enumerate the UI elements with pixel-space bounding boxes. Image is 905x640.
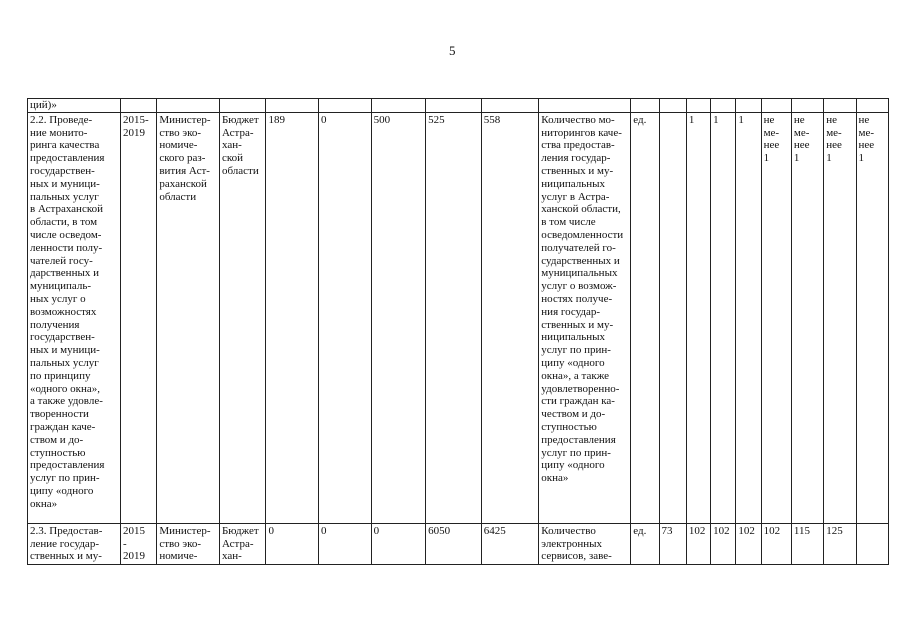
funding-cell: 525 <box>426 112 482 523</box>
table-row-continued <box>28 99 889 113</box>
funding-cell: 500 <box>371 112 426 523</box>
program-table <box>27 98 889 565</box>
table-row-2-2 <box>28 112 889 523</box>
indicator-value-cell: 1 <box>736 112 761 523</box>
indicator-value-cell: не ме- нее 1 <box>791 112 823 523</box>
indicator-value-cell: 102 <box>736 523 761 564</box>
unit-cell: ед. <box>631 112 659 523</box>
page-number: 5 <box>449 43 456 58</box>
funding-cell: 0 <box>371 523 426 564</box>
years-cell: 2015- 2019 <box>120 112 156 523</box>
indicator-cell: Количество мо- ниторингов каче- ства предостав- ления государ- ственных и му- ниципальных услуг в Астра- ханской области, в том числе осведомленности получателей го- сударственных и муниципальных услуг о возмож- ностях получе- ния государ- ственных и му- ниципальных услуг по прин- ципу «одного окна», а также удовлетвореннo- сти граждан ка- чеством и до- ступностью предоставления услуг по прин- ципу «одного окна» <box>539 112 631 523</box>
executor-cell: Министер- ство эко- номиче- <box>157 523 220 564</box>
funding-cell: 558 <box>481 112 539 523</box>
indicator-value-cell: 1 <box>686 112 710 523</box>
indicator-value-cell <box>856 523 888 564</box>
indicator-value-cell: 102 <box>761 523 791 564</box>
indicator-value-cell <box>659 112 686 523</box>
funding-source-cell: Бюджет Астра- хан- <box>219 523 265 564</box>
funding-cell: 0 <box>319 112 372 523</box>
indicator-value-cell: не ме- нее 1 <box>856 112 888 523</box>
funding-source-cell: Бюджет Астра- хан- ской области <box>219 112 265 523</box>
years-cell: 2015 - 2019 <box>120 523 156 564</box>
indicator-value-cell: 125 <box>824 523 856 564</box>
indicator-value-cell: 1 <box>711 112 736 523</box>
indicator-value-cell: 102 <box>711 523 736 564</box>
funding-cell: 6425 <box>481 523 539 564</box>
funding-cell: 0 <box>319 523 372 564</box>
funding-cell: 0 <box>266 523 319 564</box>
funding-cell: 6050 <box>426 523 482 564</box>
table-row-2-3 <box>28 523 889 564</box>
indicator-value-cell: 115 <box>791 523 823 564</box>
indicator-value-cell: не ме- нее 1 <box>761 112 791 523</box>
indicator-value-cell: 102 <box>686 523 710 564</box>
funding-cell: 189 <box>266 112 319 523</box>
measure-name-cell: 2.2. Проведе- ние монито- ринга качества предоставления государствен- ных и муници- пальных услуг в Астраханской области, в том числе осведом- ленности полу- чателей госу- дарственных и муниципаль- ных услуг о возможностях получения государствен- ных и муници- пальных услуг по принципу «одного окна», а также удовле- творенности граждан каче- ством и до- ступностью предоставления услуг по прин- ципу «одного окна» <box>28 112 121 523</box>
indicator-cell: Количество электронных сервисов, заве- <box>539 523 631 564</box>
continued-text-cell: ций)» <box>28 99 121 113</box>
unit-cell: ед. <box>631 523 659 564</box>
indicator-value-cell: не ме- нее 1 <box>824 112 856 523</box>
measure-name-cell: 2.3. Предостав- ление государ- ственных и му- <box>28 523 121 564</box>
executor-cell: Министер- ство эко- номиче- ского раз- вития Аст- раханской области <box>157 112 220 523</box>
indicator-value-cell: 73 <box>659 523 686 564</box>
